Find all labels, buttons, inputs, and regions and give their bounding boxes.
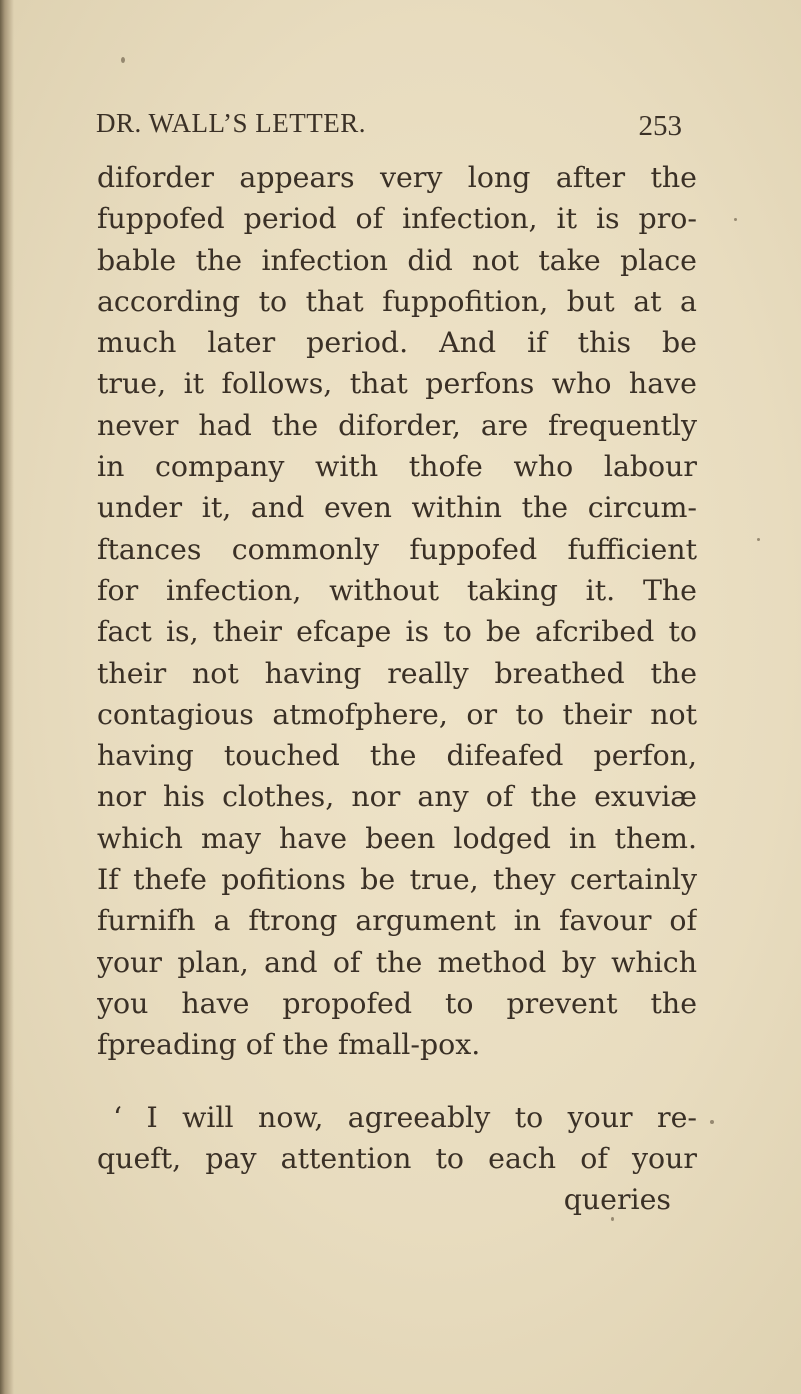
page-number: 253 [638,110,682,142]
text-line: true, it follows, that perfons who have [97,367,697,401]
text-line: you have propofed to prevent the [97,986,697,1020]
text-line: under it, and even within the circum- [97,491,697,525]
text-line: which may have been lodged in them. [97,821,697,855]
text-line: never had the diforder, are frequently [97,408,697,442]
text-line: diforder appears very long after the [97,161,697,194]
text-line: fact is, their efcape is to be afcribed to [97,615,697,649]
body-text [97,157,697,1220]
text-line: fpreading of the fmall-pox. [97,1028,481,1062]
paper-speck [611,1217,614,1221]
text-line: for infection, without taking it. The [97,573,697,607]
text-line: fuppofed period of infection, it is pro- [97,202,697,236]
catchword: queries [563,1183,671,1217]
text-line: ftances commonly fuppofed fufficient [97,532,697,566]
page-header [96,108,682,148]
text-line: bable the infection did not take place [97,243,697,277]
gutter-shadow [0,0,14,1394]
paper-speck [734,218,737,221]
text-line: your plan, and of the method by which [97,945,697,979]
paper-speck [121,57,125,63]
text-line: according to that fuppofition, but at a [97,284,697,318]
text-line: queft, pay attention to each of your [97,1141,697,1175]
text-line: having touched the difeafed perfon, [97,739,697,773]
text-line: ‘ I will now, agreeably to your re- [113,1100,697,1134]
text-line: their not having really breathed the [97,656,697,690]
text-line: in company with thofe who labour [97,450,697,484]
running-title: DR. WALL’S LETTER. [96,108,366,138]
text-line: nor his clothes, nor any of the exuviæ [97,780,697,814]
text-line: If thefe pofitions be true, they certainly [97,863,697,897]
text-line: furnifh a ftrong argument in favour of [97,904,697,938]
paper-speck [757,538,760,541]
paper-speck [710,1120,714,1124]
text-line: contagious atmofphere, or to their not [97,697,697,731]
text-line: much later period. And if this be [97,326,697,360]
